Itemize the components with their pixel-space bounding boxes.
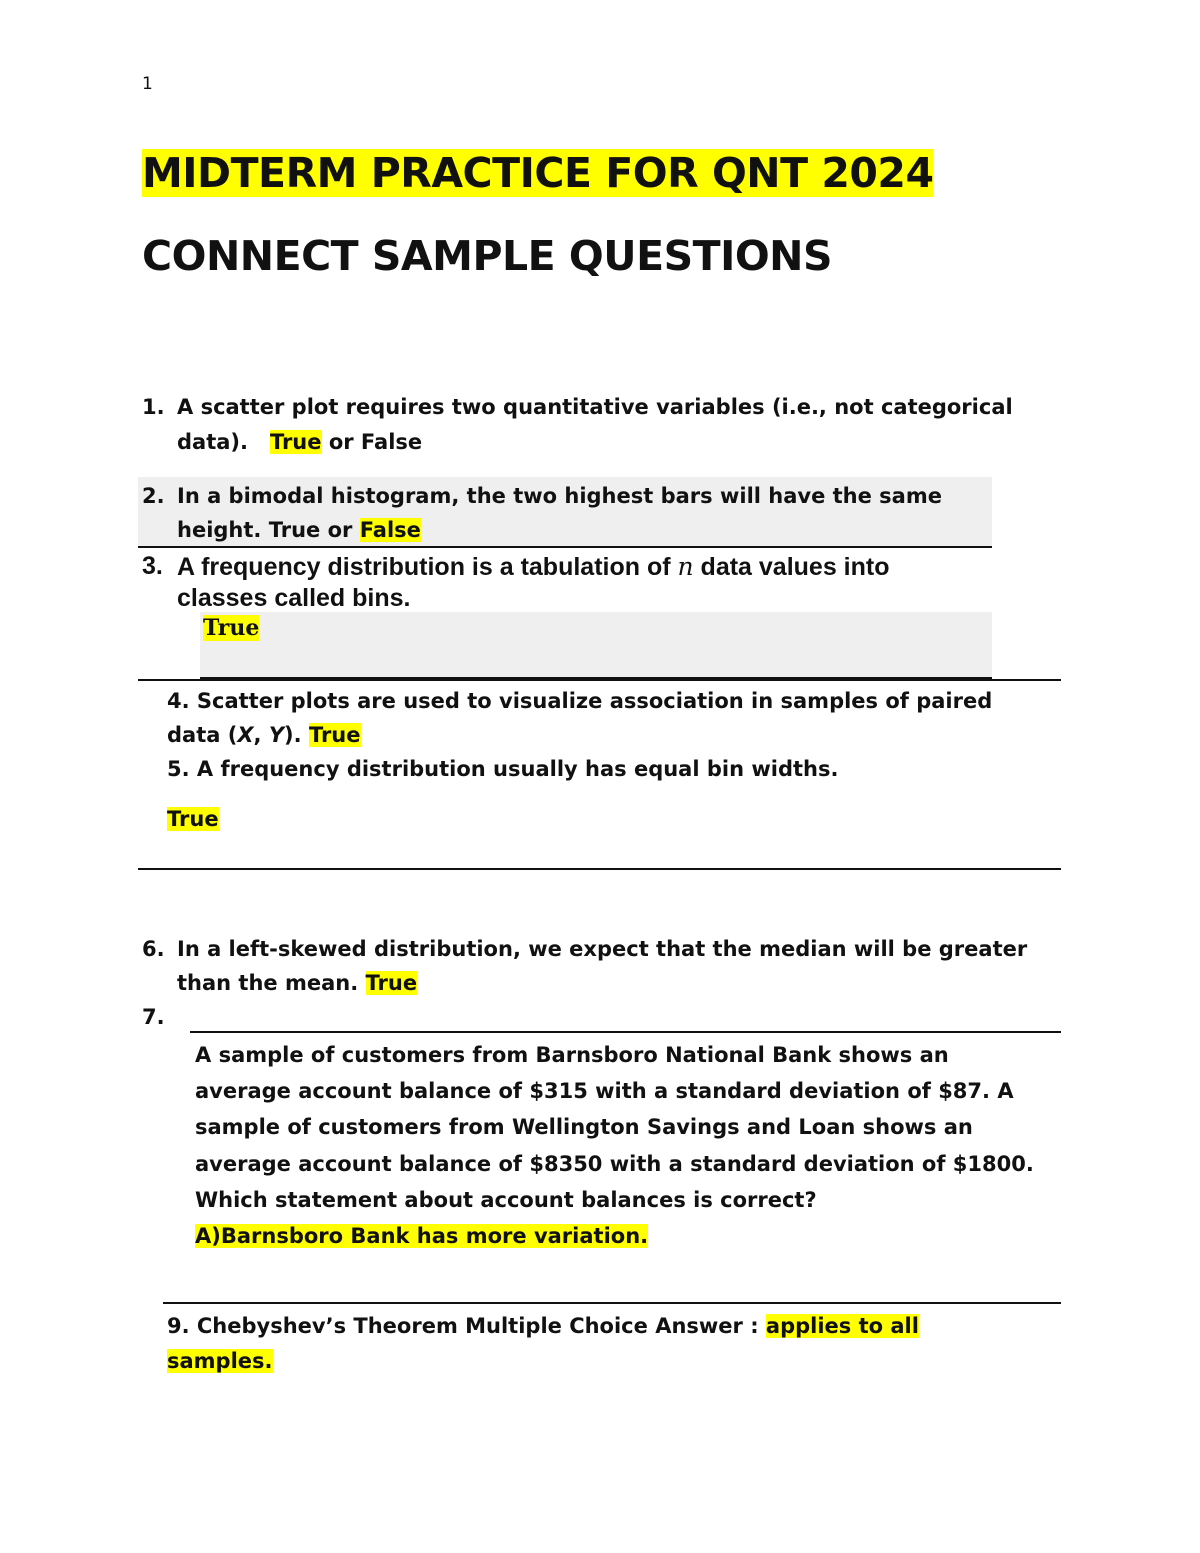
title-highlight: MIDTERM PRACTICE FOR QNT 2024: [142, 149, 934, 197]
question-number: 3.: [142, 552, 163, 580]
question-text-fragment: 9. Chebyshev’s Theorem Multiple Choice Answer :: [167, 1314, 766, 1338]
question-line: 5. A frequency distribution usually has equal bin widths.: [167, 757, 839, 781]
question-text: [177, 551, 992, 614]
question-6: [142, 932, 1062, 1004]
answer-highlight: samples.: [167, 1349, 273, 1373]
question-line: A sample of customers from Barnsboro National Bank shows an: [195, 1043, 949, 1067]
question-3: [142, 551, 992, 615]
answer-highlight: A)Barnsboro Bank has more variation.: [195, 1224, 649, 1249]
answer-row: [203, 615, 259, 641]
question-text-fragment: data values into: [693, 553, 890, 581]
answer-row: [195, 1218, 1060, 1254]
question-7: [195, 1037, 1060, 1254]
question-1: [142, 390, 1062, 462]
question-7-number: 7.: [142, 1005, 165, 1029]
page-number: 1: [142, 74, 153, 94]
question-text-fragment: ,: [253, 723, 269, 747]
question-number: 2.: [142, 484, 165, 508]
answer-box: [200, 612, 992, 678]
question-number: 1.: [142, 395, 165, 419]
page-subtitle: CONNECT SAMPLE QUESTIONS: [142, 232, 833, 280]
answer-highlight: False: [359, 518, 421, 542]
question-line: sample of customers from Wellington Savings and Loan shows an: [195, 1115, 973, 1140]
divider-rule: [190, 1031, 1061, 1033]
variable-x: X: [237, 723, 254, 747]
question-line: [167, 718, 1057, 753]
question-number: 6.: [142, 937, 165, 961]
divider-rule: [138, 679, 1061, 681]
question-text-fragment: or False: [321, 430, 423, 454]
answer-highlight: True: [308, 723, 361, 747]
question-line: In a left-skewed distribution, we expect that the median will be greater: [177, 937, 1028, 961]
question-line: average account balance of $8350 with a standard deviation of $1800.: [195, 1151, 1034, 1176]
question-line: classes called bins.: [177, 584, 411, 612]
question-text: [177, 390, 1067, 460]
page-title: [142, 142, 933, 204]
question-line: [167, 1344, 1057, 1379]
question-line: A scatter plot requires two quantitative variables (i.e., not categorical: [177, 395, 1013, 419]
question-5: [167, 752, 1057, 787]
variable-y: Y: [268, 723, 285, 747]
question-text-fragment: data).: [177, 430, 248, 454]
question-text: [177, 479, 992, 548]
question-9: [167, 1309, 1057, 1379]
answer-highlight: applies to all: [765, 1314, 919, 1338]
question-line: 4. Scatter plots are used to visualize association in samples of paired: [167, 689, 993, 713]
question-text-fragment: than the mean.: [177, 971, 366, 995]
divider-rule: [138, 868, 1061, 870]
question-text-fragment: A frequency distribution is a tabulation of: [177, 553, 678, 581]
question-text-fragment: height. True or: [177, 518, 360, 542]
answer-highlight: True: [203, 615, 260, 641]
divider-rule: [138, 546, 992, 548]
question-line: [177, 513, 992, 548]
question-line: [167, 1309, 1057, 1344]
question-line: [177, 551, 992, 583]
divider-rule: [163, 1302, 1061, 1304]
question-line: average account balance of $315 with a standard deviation of $87. A: [195, 1079, 1014, 1104]
question-4: [167, 684, 1057, 756]
variable-n: n: [677, 552, 694, 581]
question-line: Which statement about account balances is correct?: [195, 1187, 817, 1212]
question-text-fragment: data (: [167, 723, 238, 747]
question-line: [177, 425, 1067, 460]
question-line: [177, 966, 1067, 1001]
answer-row: [167, 802, 219, 837]
question-text: [177, 932, 1067, 1001]
question-text-fragment: ).: [284, 723, 309, 747]
question-line: In a bimodal histogram, the two highest bars will have the same: [177, 484, 942, 508]
question-2: [142, 479, 992, 549]
answer-highlight: True: [167, 807, 219, 831]
answer-highlight: True: [365, 971, 418, 995]
answer-highlight: True: [269, 430, 322, 454]
